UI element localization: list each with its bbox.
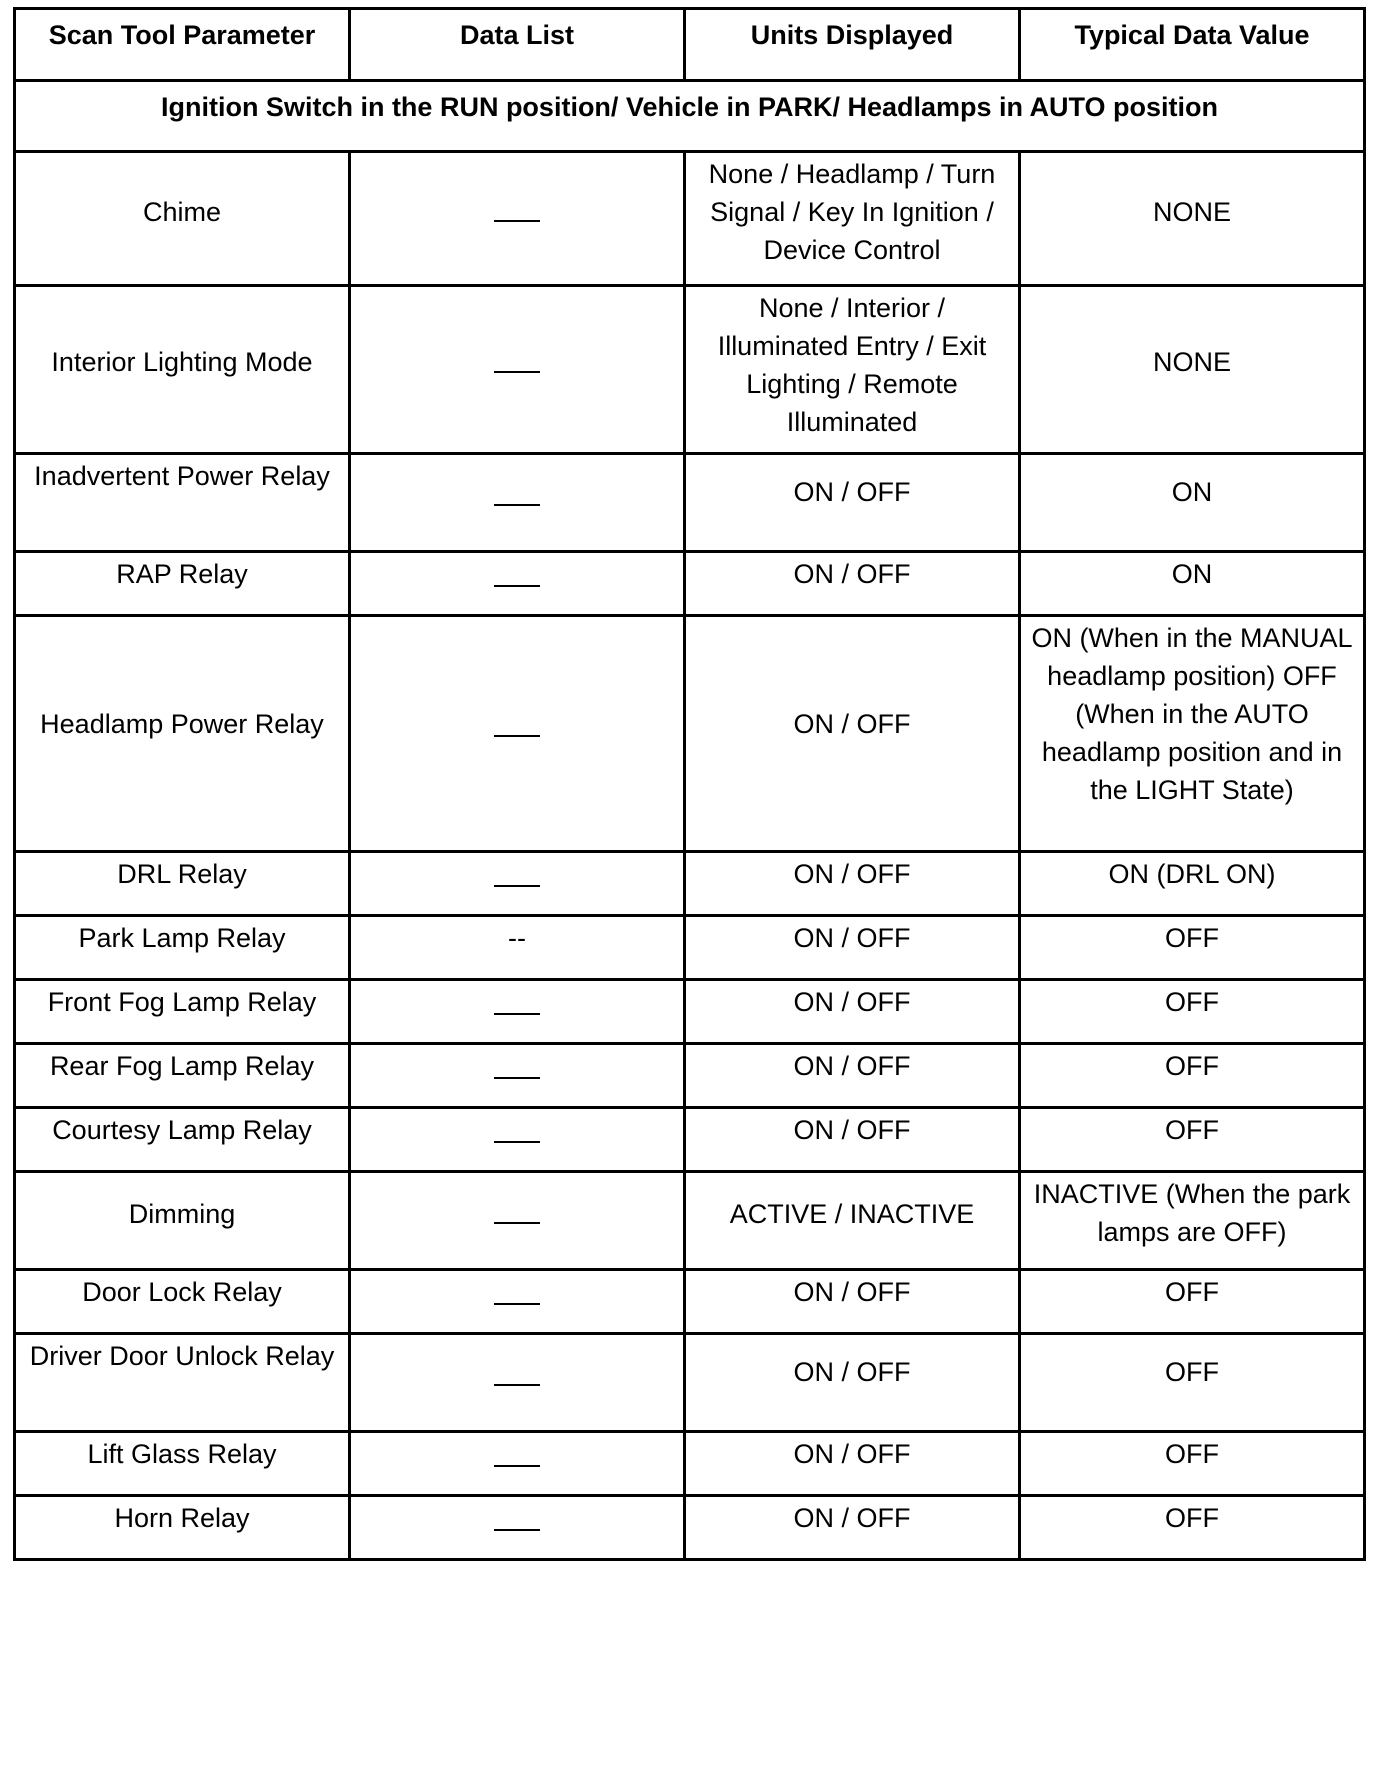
datalist-cell — [350, 1044, 685, 1108]
param-cell: Rear Fog Lamp Relay — [15, 1044, 350, 1108]
units-cell: ON / OFF — [685, 1432, 1020, 1496]
section-row — [15, 81, 1365, 152]
param-cell: Lift Glass Relay — [15, 1432, 350, 1496]
blank-line — [494, 733, 540, 737]
units-cell: ON / OFF — [685, 1108, 1020, 1172]
param-cell: RAP Relay — [15, 552, 350, 616]
units-cell: ON / OFF — [685, 980, 1020, 1044]
table-row — [15, 916, 1365, 980]
datalist-cell — [350, 1334, 685, 1432]
datalist-cell — [350, 1496, 685, 1560]
param-cell: Park Lamp Relay — [15, 916, 350, 980]
blank-line — [494, 1139, 540, 1143]
units-cell: ON / OFF — [685, 454, 1020, 552]
typical-cell: ON — [1020, 454, 1365, 552]
units-cell: ACTIVE / INACTIVE — [685, 1172, 1020, 1270]
datalist-cell — [350, 1270, 685, 1334]
blank-line — [494, 1463, 540, 1467]
datalist-cell — [350, 1432, 685, 1496]
typical-cell: NONE — [1020, 152, 1365, 286]
blank-line — [494, 1527, 540, 1531]
header-param: Scan Tool Parameter — [15, 9, 350, 81]
datalist-cell — [350, 852, 685, 916]
datalist-cell — [350, 616, 685, 852]
table-row — [15, 1432, 1365, 1496]
table-row — [15, 852, 1365, 916]
section-title: Ignition Switch in the RUN position/ Vehicle in PARK/ Headlamps in AUTO position — [15, 81, 1365, 152]
param-cell: Courtesy Lamp Relay — [15, 1108, 350, 1172]
blank-line — [494, 1382, 540, 1386]
units-cell: None / Interior / Illuminated Entry / Exit Lighting / Remote Illuminated — [685, 286, 1020, 454]
units-cell: None / Headlamp / Turn Signal / Key In Ignition / Device Control — [685, 152, 1020, 286]
typical-cell: OFF — [1020, 1044, 1365, 1108]
units-cell: ON / OFF — [685, 552, 1020, 616]
units-cell: ON / OFF — [685, 916, 1020, 980]
typical-cell: OFF — [1020, 1270, 1365, 1334]
units-cell: ON / OFF — [685, 1334, 1020, 1432]
table-row — [15, 1270, 1365, 1334]
typical-cell: NONE — [1020, 286, 1365, 454]
blank-line — [494, 1011, 540, 1015]
typical-cell: OFF — [1020, 1334, 1365, 1432]
blank-line — [494, 583, 540, 587]
datalist-dash: -- — [508, 923, 526, 953]
table-row — [15, 1172, 1365, 1270]
datalist-cell — [350, 454, 685, 552]
datalist-cell — [350, 980, 685, 1044]
typical-cell: OFF — [1020, 916, 1365, 980]
header-typical: Typical Data Value — [1020, 9, 1365, 81]
blank-line — [494, 502, 540, 506]
typical-cell: OFF — [1020, 1108, 1365, 1172]
param-cell: Driver Door Unlock Relay — [15, 1334, 350, 1432]
units-cell: ON / OFF — [685, 1044, 1020, 1108]
param-cell: Interior Lighting Mode — [15, 286, 350, 454]
blank-line — [494, 1075, 540, 1079]
param-cell: DRL Relay — [15, 852, 350, 916]
typical-cell: OFF — [1020, 1432, 1365, 1496]
blank-line — [494, 218, 540, 222]
table-row — [15, 616, 1365, 852]
header-units: Units Displayed — [685, 9, 1020, 81]
typical-cell: ON — [1020, 552, 1365, 616]
datalist-cell — [350, 552, 685, 616]
table-row — [15, 286, 1365, 454]
table-row — [15, 552, 1365, 616]
datalist-cell — [350, 286, 685, 454]
units-cell: ON / OFF — [685, 1496, 1020, 1560]
table-row — [15, 1108, 1365, 1172]
blank-line — [494, 1301, 540, 1305]
param-cell: Horn Relay — [15, 1496, 350, 1560]
table-row — [15, 1496, 1365, 1560]
datalist-cell — [350, 1108, 685, 1172]
typical-cell: ON (When in the MANUAL headlamp position) OFF (When in the AUTO headlamp position and in the LIGHT State) — [1020, 616, 1365, 852]
datalist-cell — [350, 916, 685, 980]
typical-cell: OFF — [1020, 1496, 1365, 1560]
param-cell: Headlamp Power Relay — [15, 616, 350, 852]
param-cell: Inadvertent Power Relay — [15, 454, 350, 552]
typical-cell: OFF — [1020, 980, 1365, 1044]
table-row — [15, 1334, 1365, 1432]
typical-cell: INACTIVE (When the park lamps are OFF) — [1020, 1172, 1365, 1270]
param-cell: Front Fog Lamp Relay — [15, 980, 350, 1044]
blank-line — [494, 369, 540, 373]
datalist-cell — [350, 1172, 685, 1270]
blank-line — [494, 1220, 540, 1224]
param-cell: Door Lock Relay — [15, 1270, 350, 1334]
param-cell: Chime — [15, 152, 350, 286]
units-cell: ON / OFF — [685, 852, 1020, 916]
table-row — [15, 980, 1365, 1044]
datalist-cell — [350, 152, 685, 286]
header-datalist: Data List — [350, 9, 685, 81]
blank-line — [494, 883, 540, 887]
scan-tool-data-table — [13, 7, 1366, 1561]
units-cell: ON / OFF — [685, 1270, 1020, 1334]
param-cell: Dimming — [15, 1172, 350, 1270]
table-row — [15, 152, 1365, 286]
table-row — [15, 1044, 1365, 1108]
header-row — [15, 9, 1365, 81]
units-cell: ON / OFF — [685, 616, 1020, 852]
table-row — [15, 454, 1365, 552]
typical-cell: ON (DRL ON) — [1020, 852, 1365, 916]
